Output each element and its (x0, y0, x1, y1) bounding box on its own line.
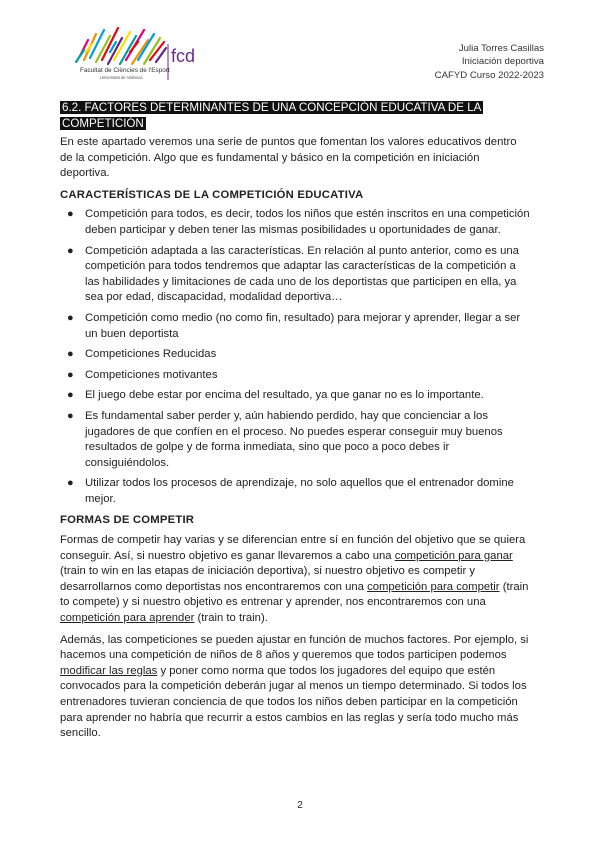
logo-text-line2: Universitat de València (100, 75, 143, 80)
list-item: ● Competiciones motivantes (60, 368, 530, 384)
bullet-icon: ● (67, 348, 74, 361)
subject-name: Iniciación deportiva (461, 56, 544, 68)
page-number: 2 (297, 800, 303, 811)
document-body (60, 100, 530, 748)
characteristics-heading: CARACTERÍSTICAS DE LA COMPETICIÓN EDUCATIVA (60, 188, 364, 201)
link-competition-to-compete: competición para competir (367, 580, 500, 593)
bullet-icon: ● (67, 368, 74, 381)
forms-paragraph-1: Formas de competir hay varias y se diferencian entre sí en función del objetivo que se quiera conseguir. Así, si nuestro objetivo es ganar llevaremos a cabo una competición para ganar (train to win en las etapas de iniciación deportiva), si nuestro objetivo es competir y desarrollarnos como deportistas nos encontraremos con una competición para competir (train to compete) y si nuestro objetivo es entrenar y aprender, nos encontraremos con una competición para aprender (train to train). (60, 534, 529, 625)
logo-splash-graphic (76, 28, 166, 64)
header-info (435, 42, 544, 82)
course-name: CAFYD Curso 2022-2023 (434, 69, 544, 81)
bullet-icon: ● (67, 311, 74, 324)
section-title: 6.2. FACTORES DETERMINANTES DE UNA CONCEPCIÓN EDUCATIVA DE LA COMPETICIÓN (62, 101, 482, 130)
link-competition-to-win: competición para ganar (394, 549, 513, 562)
bullet-icon: ● (67, 477, 74, 490)
forms-heading: FORMAS DE COMPETIR (60, 514, 195, 527)
bullet-icon: ● (67, 409, 74, 422)
list-item: ● Competición adaptada a las características. En relación al punto anterior, como es una competición para todos tendremos que adaptar las características de la competición a las habilidades y limitaciones de cada uno de los deportistas que participen en ella, ya sea por edad, discapacidad, modalidad deportiva… (67, 244, 519, 304)
logo-initials: fcd (171, 46, 196, 66)
list-item: ● Competición como medio (no como fin, resultado) para mejorar y aprender, llegar a ser un buen deportista (67, 311, 521, 340)
faculty-logo (60, 22, 220, 84)
list-item: ● Competición para todos, es decir, todos los niños que estén inscritos en una competición deben participar y deben tener las mismas posibilidades u oportunidades de ganar. (67, 208, 530, 236)
bullet-icon: ● (67, 208, 74, 221)
list-item: ● Utilizar todos los procesos de aprendizaje, no solo aquellos que el entrenador domine mejor. (67, 477, 514, 505)
logo-text-line1: Facultat de Ciències de l'Esport (80, 67, 170, 74)
list-item: ● Competiciones Reducidas (60, 347, 530, 363)
forms-paragraph-2: Además, las competiciones se pueden ajustar en función de muchos factores. Por ejemplo, si hacemos una competición de niños de 8 años y queremos que todos participen podemos modificar las reglas y poner como norma que todos los jugadores del equipo que estén convocados para la competición deberán jugar al menos un tiempo determinado. Si todos los entrenadores tuvieran conciencia de que todos los niños deben participar en la competición para aprender no habría que recurrir a estos cambios en las reglas y sería todo mucho más sencillo. (60, 633, 529, 740)
link-modify-rules: modificar las reglas (60, 664, 158, 677)
author-name: Julia Torres Casillas (458, 43, 544, 54)
list-item: ● Es fundamental saber perder y, aún habiendo perdido, hay que concienciar a los jugadores de que confíen en el proceso. No puedes esperar conseguir muy buenos resultados de golpe y de forma inmediata, sino que poco a poco debes ir consiguiéndolos. (67, 409, 503, 469)
bullet-icon: ● (67, 244, 74, 257)
list-item: ● El juego debe estar por encima del resultado, ya que ganar no es lo importante. (60, 388, 530, 404)
section-title-wrap (60, 100, 530, 132)
link-competition-to-learn: competición para aprender (60, 612, 195, 625)
intro-paragraph: En este apartado veremos una serie de puntos que fomentan los valores educativos dentro de la competición. Algo que es fundamental y básico en la competición en iniciación deportiva. (60, 136, 517, 180)
bullet-icon: ● (67, 389, 74, 402)
characteristics-list (60, 207, 530, 507)
